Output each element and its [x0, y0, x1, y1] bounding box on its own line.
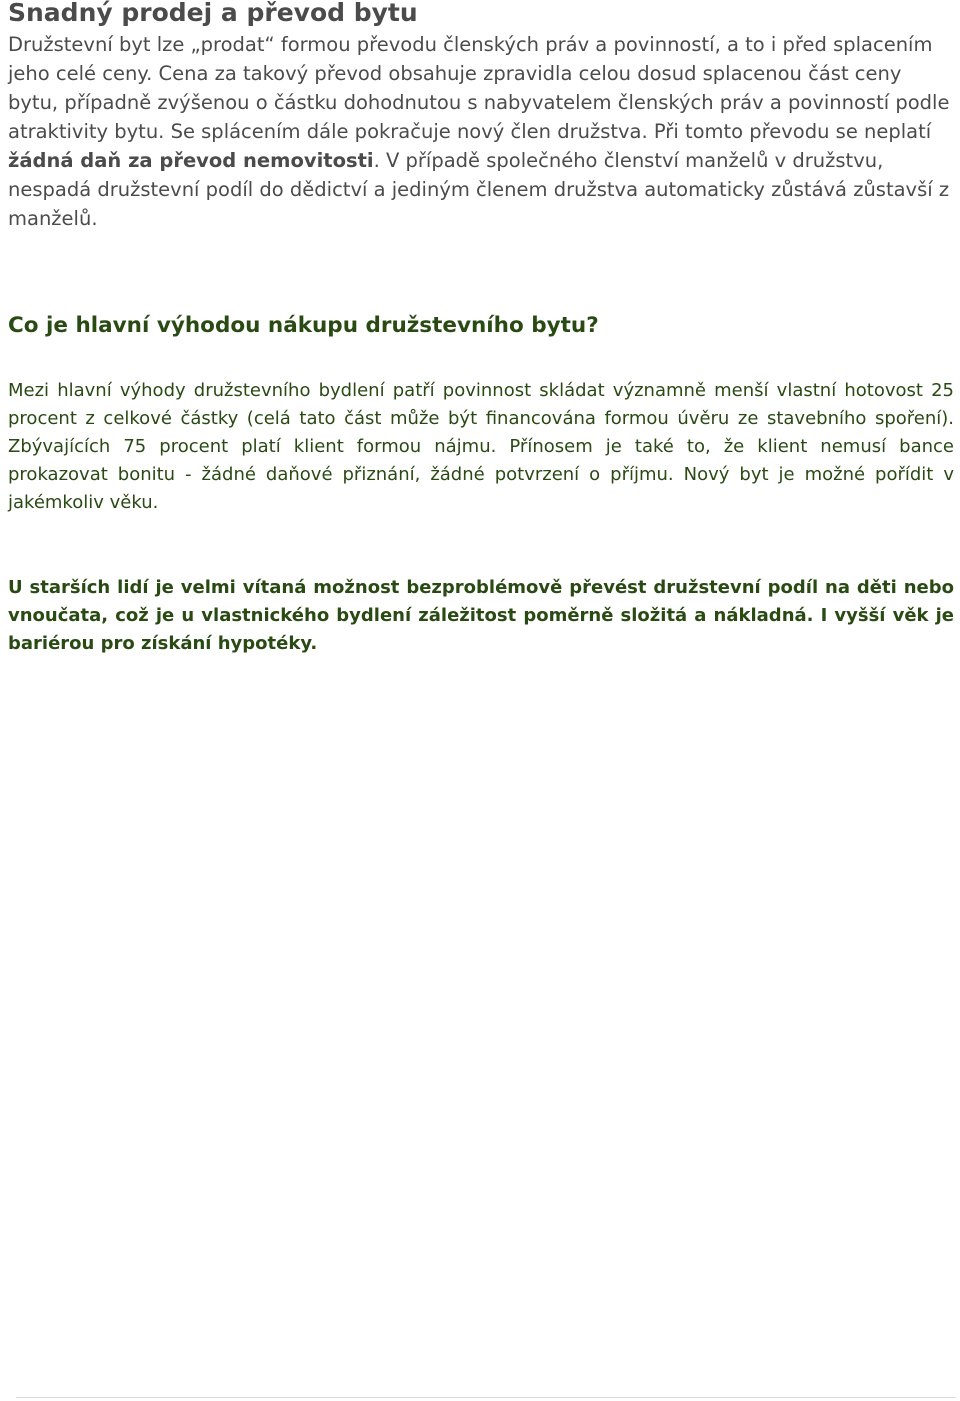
section-title-main-advantage: Co je hlavní výhodou nákupu družstevního bytu? [8, 313, 599, 338]
paragraph-older-people: U starších lidí je velmi vítaná možnost bezproblémově převést družstevní podíl na děti nebo vnoučata, což je u vlastnického bydlení záležitost poměrně složitá a nákladná. I vyšší věk je bariérou pro získání hypotéky. [8, 577, 954, 654]
paragraph-easy-sale-text-end: . V případě společného členství manželů v družstvu, nespadá družstevní podíl do dědictví a jediným členem družstva automaticky zůstává zůstavší z manželů. [8, 149, 950, 230]
footer-divider [16, 1397, 956, 1398]
paragraph-easy-sale [8, 30, 956, 233]
section-title-easy-sale: Snadný prodej a převod bytu [8, 0, 418, 27]
paragraph-easy-sale-text-start: Družstevní byt lze „prodat“ formou převodu členských práv a povinností, a to i před splacením jeho celé ceny. Cena za takový převod obsahuje zpravidla celou dosud splacenou část ceny bytu, případně zvýšenou o částku dohodnutou s nabyvatelem členských práv a povinností podle atraktivity bytu. Se splácením dále pokračuje nový člen družstva. Při tomto převodu se neplatí [8, 33, 950, 143]
paragraph-easy-sale-bold-tax: žádná daň za převod nemovitosti [8, 149, 374, 172]
paragraph-main-advantage: Mezi hlavní výhody družstevního bydlení patří povinnost skládat významně menší vlastní hotovost 25 procent z celkové částky (celá tato část může být financována formou úvěru ze stavebního spoření). Zbývajících 75 procent platí klient formou nájmu. Přínosem je také to, že klient nemusí bance prokazovat bonitu - žádné daňové přiznání, žádné potvrzení o příjmu. Nový byt je možné pořídit v jakémkoliv věku. [8, 380, 954, 513]
